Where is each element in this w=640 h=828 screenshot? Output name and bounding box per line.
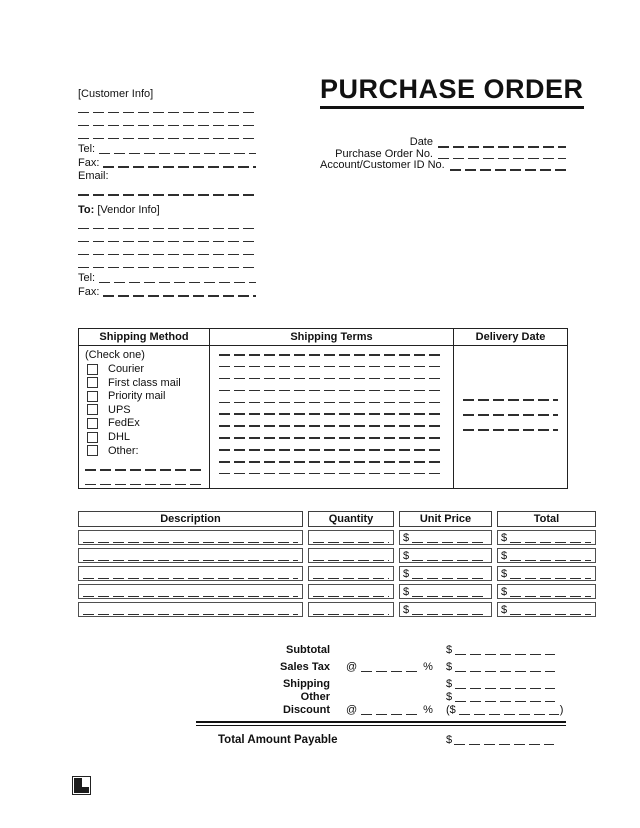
line-item-fill-line [313, 560, 389, 562]
vendor-tel-label: Tel: [78, 272, 96, 284]
currency-symbol: $ [403, 604, 410, 616]
vendor-tel-line [99, 282, 256, 284]
shipping-terms-line [219, 413, 444, 415]
meta-field-line [450, 169, 566, 171]
customer-email-label: Email: [78, 170, 109, 182]
shipping-terms-line [219, 354, 444, 356]
line-item-row [78, 530, 596, 545]
vendor-address-line [78, 267, 256, 269]
vendor-address-lines [78, 228, 256, 269]
vendor-tel-row [78, 272, 256, 284]
vendor-heading [78, 204, 256, 216]
delivery-date-cell [454, 346, 568, 489]
amount-fill-line [455, 671, 555, 673]
totals-section [196, 643, 566, 746]
total-amount-row [196, 732, 566, 746]
line-items-header-row [78, 511, 596, 527]
totals-row-shipping [196, 677, 566, 690]
shipping-method-row-fedex [85, 418, 203, 429]
shipping-terms-line [219, 390, 444, 392]
vendor-to-label: To: [78, 204, 95, 216]
line-item-cell-quantity [308, 548, 394, 563]
shipping-terms-line [219, 378, 444, 380]
vendor-fax-row [78, 286, 256, 298]
meta-field-label: Purchase Order No. [335, 147, 433, 160]
at-symbol: @ [346, 704, 358, 716]
checkbox-fedex[interactable] [87, 418, 98, 429]
customer-address-line [78, 138, 256, 140]
customer-tel-line [99, 153, 256, 155]
currency-symbol: $ [501, 532, 508, 544]
shipping-method-label: DHL [108, 431, 131, 444]
customer-extra-lines [78, 194, 256, 196]
shipping-header-shipping-method: Shipping Method [79, 329, 210, 346]
totals-amount-field [446, 692, 566, 703]
currency-symbol: $ [501, 604, 508, 616]
customer-tel-row [78, 143, 256, 155]
checkbox-priority-mail[interactable] [87, 391, 98, 402]
totals-row-subtotal [196, 643, 566, 656]
currency-symbol: $ [446, 691, 453, 703]
percent-symbol: % [423, 704, 433, 716]
currency-symbol: $ [446, 678, 453, 690]
currency-symbol: $ [403, 550, 410, 562]
shipping-terms-line [219, 366, 444, 368]
line-item-cell-quantity [308, 566, 394, 581]
customer-info-section [78, 88, 256, 196]
amount-fill-line [455, 701, 555, 703]
percent-symbol: % [423, 661, 433, 673]
vendor-address-line [78, 254, 256, 256]
line-item-cell-description [78, 602, 303, 617]
totals-row-label: Sales Tax [280, 661, 330, 673]
customer-address-lines [78, 112, 256, 140]
totals-row-sales-tax [196, 660, 566, 673]
amount-fill-line [455, 654, 555, 656]
shipping-method-label: Courier [108, 363, 145, 376]
legal-templates-logo [72, 776, 91, 795]
line-item-fill-line [313, 578, 389, 580]
vendor-fax-line [103, 295, 256, 297]
totals-row-label: Shipping [282, 678, 330, 690]
line-item-fill-line [412, 542, 487, 544]
shipping-method-label: FedEx [108, 417, 140, 430]
items-header-unit-price: Unit Price [399, 511, 492, 527]
meta-field-label: Date [409, 136, 433, 148]
totals-row-label: Other [300, 691, 330, 703]
items-header-quantity: Quantity [308, 511, 394, 527]
delivery-date-line [463, 414, 558, 416]
line-item-cell-quantity [308, 530, 394, 545]
currency-symbol: $ [446, 661, 453, 673]
meta-field-row-account-customer-id-no [320, 160, 566, 172]
line-item-cell-unit-price [399, 548, 492, 563]
line-item-fill-line [313, 614, 389, 616]
shipping-method-row-priority-mail [85, 391, 203, 402]
vendor-fax-label: Fax: [78, 285, 100, 298]
line-item-cell-description [78, 548, 303, 563]
shipping-methods-list [85, 364, 203, 457]
vendor-info-section [78, 204, 256, 298]
line-item-fill-line [510, 560, 591, 562]
customer-fax-line [103, 166, 256, 168]
currency-symbol: $ [446, 734, 453, 746]
check-one-label: (Check one) [85, 349, 145, 361]
line-item-cell-unit-price [399, 584, 492, 599]
currency-symbol: $ [403, 532, 410, 544]
shipping-method-row-ups [85, 404, 203, 415]
totals-divider-rule [196, 721, 566, 726]
totals-rows [196, 643, 566, 716]
shipping-terms-line [219, 461, 444, 463]
customer-tel-label: Tel: [78, 143, 96, 155]
shipping-method-cell [79, 346, 210, 489]
line-item-fill-line [510, 542, 591, 544]
line-item-cell-quantity [308, 602, 394, 617]
shipping-terms-line [219, 449, 444, 451]
shipping-method-label: Priority mail [108, 390, 166, 403]
line-item-fill-line [83, 578, 298, 580]
line-item-fill-line [313, 542, 389, 544]
currency-symbol: $ [501, 550, 508, 562]
line-item-cell-description [78, 566, 303, 581]
customer-fax-row [78, 157, 256, 169]
line-item-fill-line [83, 542, 298, 544]
meta-field-line [438, 158, 566, 160]
line-item-fill-line [412, 614, 487, 616]
shipping-method-row-dhl [85, 432, 203, 443]
line-item-fill-line [510, 614, 591, 616]
page-title: PURCHASE ORDER [320, 74, 584, 109]
line-item-cell-quantity [308, 584, 394, 599]
vendor-address-line [78, 228, 256, 230]
line-item-fill-line [412, 560, 487, 562]
line-item-row [78, 548, 596, 563]
currency-symbol: $ [501, 586, 508, 598]
shipping-terms-lines [210, 346, 453, 474]
line-item-cell-unit-price [399, 602, 492, 617]
amount-fill-line [459, 714, 559, 716]
totals-amount-field [446, 662, 566, 673]
checkbox-courier[interactable] [87, 364, 98, 375]
total-amount-line [454, 744, 554, 746]
shipping-method-blank-lines [85, 469, 203, 485]
vendor-address-line [78, 241, 256, 243]
delivery-date-line [463, 429, 558, 431]
totals-row-label: Subtotal [286, 644, 330, 656]
shipping-header-shipping-terms: Shipping Terms [210, 329, 454, 346]
totals-amount-field [446, 645, 566, 656]
meta-field-row-date [320, 137, 566, 149]
line-item-fill-line [313, 596, 389, 598]
shipping-terms-line [219, 437, 444, 439]
shipping-method-row-other [85, 445, 203, 456]
checkbox-dhl[interactable] [87, 432, 98, 443]
currency-symbol: $ [446, 644, 453, 656]
line-item-row [78, 602, 596, 617]
line-item-cell-description [78, 530, 303, 545]
shipping-terms-cell [210, 346, 454, 489]
customer-fax-label: Fax: [78, 156, 100, 169]
shipping-method-label: Other: [108, 444, 139, 457]
shipping-terms-line [219, 425, 444, 427]
paren-currency-open: ($ [446, 704, 456, 716]
customer-address-line [78, 125, 256, 127]
shipping-method-blank-line [85, 484, 203, 486]
line-item-cell-total [497, 566, 596, 581]
at-symbol: @ [346, 661, 358, 673]
totals-row-discount [196, 703, 566, 716]
customer-extra-line [78, 194, 256, 196]
totals-row-label: Discount [282, 704, 330, 716]
rate-fill-line [361, 714, 421, 716]
line-item-fill-line [412, 578, 487, 580]
totals-amount-field [446, 679, 566, 690]
line-item-cell-unit-price [399, 566, 492, 581]
currency-symbol: $ [403, 586, 410, 598]
meta-field-line [438, 146, 566, 148]
shipping-method-row-courier [85, 364, 203, 375]
shipping-table-body-row [79, 346, 568, 489]
shipping-table [78, 328, 568, 489]
totals-amount-field [446, 704, 566, 716]
delivery-date-line [463, 399, 558, 401]
totals-rate-field [330, 704, 446, 716]
paren-close: ) [559, 704, 564, 716]
line-item-fill-line [510, 596, 591, 598]
line-items-table [73, 508, 601, 620]
customer-info-label: [Customer Info] [78, 88, 154, 100]
items-header-total: Total [497, 511, 596, 527]
total-amount-value [446, 735, 566, 746]
total-amount-label: Total Amount Payable [218, 734, 338, 746]
items-header-description: Description [78, 511, 303, 527]
line-item-fill-line [412, 596, 487, 598]
line-item-cell-total [497, 602, 596, 617]
customer-address-line [78, 112, 256, 114]
totals-row-other [196, 690, 566, 703]
line-item-row [78, 566, 596, 581]
shipping-method-label: First class mail [108, 376, 181, 389]
checkbox-ups[interactable] [87, 404, 98, 415]
currency-symbol: $ [501, 568, 508, 580]
line-item-cell-description [78, 584, 303, 599]
meta-field-label: Account/Customer ID No. [320, 159, 445, 171]
customer-email-row [78, 170, 256, 182]
checkbox-first-class-mail[interactable] [87, 377, 98, 388]
line-item-fill-line [83, 560, 298, 562]
delivery-date-lines [454, 346, 567, 431]
line-item-row [78, 584, 596, 599]
shipping-terms-line [219, 473, 444, 475]
shipping-method-row-first-class-mail [85, 377, 203, 388]
line-item-cell-total [497, 530, 596, 545]
currency-symbol: $ [403, 568, 410, 580]
vendor-info-label: [Vendor Info] [97, 204, 160, 216]
line-item-fill-line [510, 578, 591, 580]
line-item-fill-line [83, 596, 298, 598]
line-item-cell-total [497, 548, 596, 563]
shipping-terms-line [219, 402, 444, 404]
shipping-method-blank-line [85, 469, 203, 471]
rate-fill-line [361, 671, 421, 673]
line-item-cell-total [497, 584, 596, 599]
amount-fill-line [455, 688, 555, 690]
logo-l-horizontal-bar [74, 787, 89, 793]
order-meta-fields [320, 137, 566, 172]
shipping-method-label: UPS [108, 403, 131, 416]
totals-rate-field [330, 661, 446, 673]
shipping-header-delivery-date: Delivery Date [454, 329, 568, 346]
line-item-fill-line [83, 614, 298, 616]
line-item-cell-unit-price [399, 530, 492, 545]
shipping-table-header-row [79, 329, 568, 346]
checkbox-other[interactable] [87, 445, 98, 456]
